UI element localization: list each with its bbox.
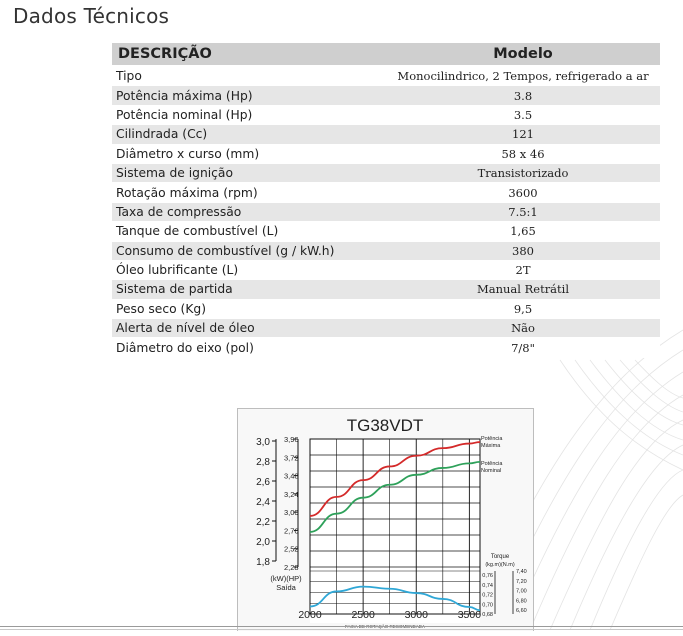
kw-tick-label: 2,2 bbox=[256, 517, 270, 528]
legend-potencia-maxima-line1: Potência bbox=[481, 436, 503, 442]
spec-value: Monocilindrico, 2 Tempos, refrigerado a ar bbox=[386, 66, 660, 86]
spec-label: Consumo de combustível (g / kW.h) bbox=[112, 241, 386, 260]
spec-label: Rotação máxima (rpm) bbox=[112, 183, 386, 202]
column-header-model: Modelo bbox=[386, 43, 660, 66]
power-axis-sublabel: Saída bbox=[276, 583, 296, 592]
legend-potencia-nominal-line1: Potência bbox=[481, 461, 503, 467]
column-header-description: DESCRIÇÃO bbox=[112, 43, 386, 66]
spec-value: 121 bbox=[386, 125, 660, 144]
spec-label: Óleo lubrificante (L) bbox=[112, 260, 386, 279]
spec-label: Cilindrada (Cc) bbox=[112, 125, 386, 144]
legend-potencia-maxima-line2: Máxima bbox=[481, 443, 501, 449]
table-row bbox=[112, 319, 660, 338]
spec-value: 2T bbox=[386, 260, 660, 279]
spec-value: 7.5:1 bbox=[386, 202, 660, 221]
table-row bbox=[112, 163, 660, 182]
spec-label: Sistema de ignição bbox=[112, 163, 386, 182]
spec-value: 7/8" bbox=[386, 338, 660, 357]
torque-label: Torque bbox=[490, 554, 510, 560]
footer-divider bbox=[0, 626, 683, 627]
torque-nm-tick-label: 7,00 bbox=[516, 588, 527, 595]
torque-nm-tick-label: 6,80 bbox=[516, 598, 527, 605]
spec-value: 3.5 bbox=[386, 105, 660, 124]
spec-label: Peso seco (Kg) bbox=[112, 299, 386, 318]
spec-value: 380 bbox=[386, 241, 660, 260]
hp-tick-label: 3,96 bbox=[284, 435, 299, 444]
hp-tick-label: 2,52 bbox=[284, 544, 299, 554]
chart-panel bbox=[237, 408, 534, 631]
table-row bbox=[112, 280, 660, 299]
torque-kgm-tick-label: 0,74 bbox=[482, 582, 493, 589]
hp-tick-label: 3,24 bbox=[284, 489, 299, 499]
table-row bbox=[112, 86, 660, 105]
spec-label: Alerta de nível de óleo bbox=[112, 319, 386, 338]
spec-label: Diâmetro x curso (mm) bbox=[112, 144, 386, 163]
kw-tick-label: 2,8 bbox=[256, 457, 270, 468]
kw-tick-label: 1,8 bbox=[256, 557, 270, 568]
torque-nm-tick-label: 6,60 bbox=[516, 608, 527, 614]
kw-tick-label: 3,0 bbox=[256, 437, 270, 448]
spec-value: 9,5 bbox=[386, 299, 660, 318]
specs-table bbox=[112, 43, 660, 358]
spec-value: Não bbox=[386, 319, 660, 338]
torque-kgm-tick-label: 0,70 bbox=[482, 602, 493, 609]
x-tick-label: 2500 bbox=[351, 609, 375, 621]
spec-label: Tipo bbox=[112, 66, 386, 86]
hp-tick-label: 2,76 bbox=[284, 526, 299, 536]
x-tick-label: 3000 bbox=[404, 609, 428, 621]
x-tick-label: 2000 bbox=[298, 609, 322, 621]
torque-kgm-tick-label: 0,72 bbox=[482, 592, 493, 599]
torque-nm-tick-label: 7,20 bbox=[516, 578, 527, 585]
table-row bbox=[112, 144, 660, 163]
spec-label: Potência máxima (Hp) bbox=[112, 86, 386, 105]
torque-kgm-tick-label: 0,76 bbox=[482, 573, 493, 579]
spec-label: Taxa de compressão bbox=[112, 202, 386, 221]
hp-tick-label: 3,48 bbox=[284, 471, 299, 481]
table-row bbox=[112, 105, 660, 124]
spec-value: Transistorizado bbox=[386, 163, 660, 182]
hp-tick-label: 3,00 bbox=[284, 508, 299, 518]
spec-label: Tanque de combustível (L) bbox=[112, 222, 386, 241]
kw-tick-label: 2,0 bbox=[256, 537, 270, 548]
table-row bbox=[112, 338, 660, 357]
table-row bbox=[112, 241, 660, 260]
page-title: Dados Técnicos bbox=[13, 4, 170, 28]
spec-label: Potência nominal (Hp) bbox=[112, 105, 386, 124]
spec-label: Diâmetro do eixo (pol) bbox=[112, 338, 386, 357]
torque-nm-tick-label: 7,40 bbox=[516, 569, 527, 575]
kw-tick-label: 2,6 bbox=[256, 477, 270, 488]
spec-value: 3600 bbox=[386, 183, 660, 202]
specs-table-body bbox=[112, 66, 660, 357]
hp-tick-label: 3,72 bbox=[284, 453, 299, 463]
legend-potencia-nominal-line2: Nominal bbox=[481, 468, 502, 474]
spec-label: Sistema de partida bbox=[112, 280, 386, 299]
performance-chart bbox=[238, 409, 533, 631]
table-header-row bbox=[112, 43, 660, 66]
table-row bbox=[112, 222, 660, 241]
spec-value: 58 x 46 bbox=[386, 144, 660, 163]
table-row bbox=[112, 260, 660, 279]
table-row bbox=[112, 183, 660, 202]
torque-units: (kg.m)(N.m) bbox=[485, 562, 515, 568]
table-row bbox=[112, 66, 660, 86]
x-tick-label: 3500 bbox=[457, 609, 482, 621]
spec-value: 1,65 bbox=[386, 222, 660, 241]
torque-kgm-tick-label: 0,68 bbox=[482, 612, 493, 618]
table-row bbox=[112, 202, 660, 221]
table-row bbox=[112, 125, 660, 144]
hp-tick-label: 2,28 bbox=[284, 563, 299, 572]
spec-value: 3.8 bbox=[386, 86, 660, 105]
chart-title: TG38VDT bbox=[346, 416, 424, 435]
kw-tick-label: 2,4 bbox=[256, 497, 270, 508]
spec-value: Manual Retrátil bbox=[386, 280, 660, 299]
table-row bbox=[112, 299, 660, 318]
power-axis-label: (kW)(HP) bbox=[270, 574, 302, 583]
